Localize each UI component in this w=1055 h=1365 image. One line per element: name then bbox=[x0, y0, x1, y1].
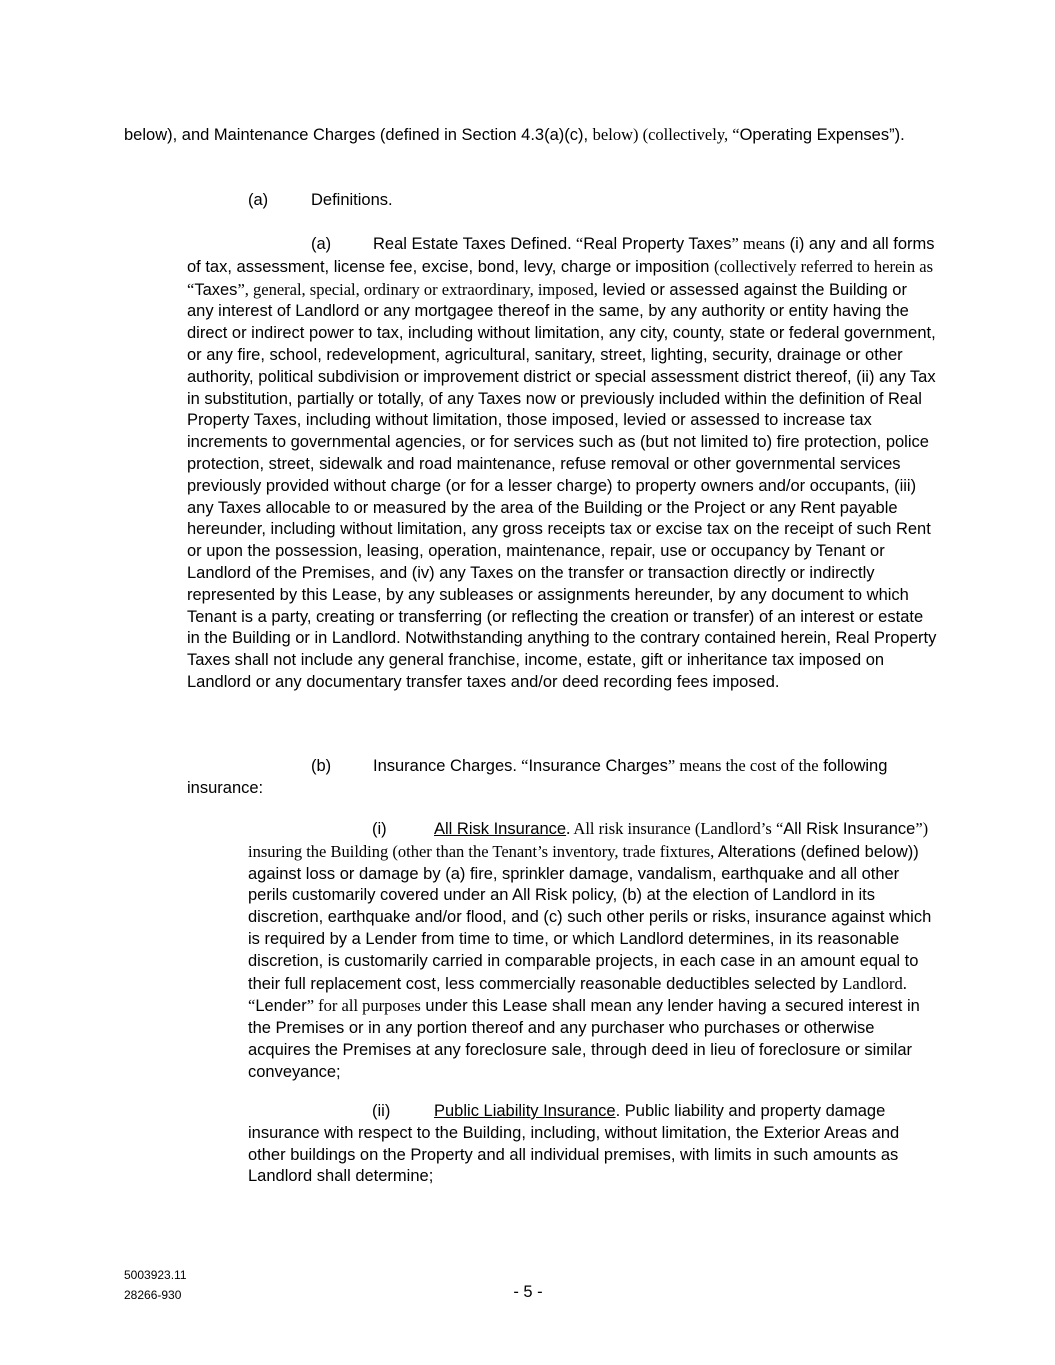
insurance-charges-paragraph bbox=[187, 755, 937, 800]
taxes-paren-rest: ”, general, special, ordinary or extraordinary, imposed, bbox=[237, 279, 598, 299]
all-risk-text-2: ”) insuring the Building (other than the Tenant’s inventory, trade fixtures, bbox=[248, 819, 929, 861]
insurance-charges-body: following insurance: bbox=[187, 757, 888, 797]
real-estate-taxes-body-2: levied or assessed against the Building or any interest of Landlord or any mortgagee thereof in the same, by any authority or entity having the direct or indirect power to tax, including without limitation, any city, county, state or federal government, or any fire, school, redevelopment, agricultural, sanitary, street, lighting, security, drainage or other authority, political subdivision or improvement district or special assessment district thereof, (ii) any Tax in substitution, partially or totally, of any Taxes now or previously included within the definition of Real Property Taxes, including without limitation, those imposed, levied or assessed to increase tax increments to governmental agencies, or for services such as (but not limited to) fire protection, police protection, street, sidewalk and road maintenance, refuse removal or other governmental services previously provided without charge (or for a lesser charge) to property owners and/or occupants, (iii) any Taxes allocable to or measured by the area of the Building or the Project or any Rent payable hereunder, including without limitation, any gross receipts tax or excise tax on the receipt of such Rent or upon the possession, leasing, operation, maintenance, repair, use or occupancy by Tenant or Landlord of the Premises, and (iv) any Taxes on the transfer or transaction directly or indirectly represented by this Lease, by any subleases or assignments hereunder, by any document to which Tenant is a party, creating or transferring (or reflecting the creation or transfer) of an interest or estate in the Building or in Landlord. Notwithstanding anything to the contrary contained herein, Real Property Taxes shall not include any general franchise, income, estate, gift or inheritance tax imposed on Landlord or any documentary transfer taxes and/or deed recording fees imposed. bbox=[187, 280, 937, 691]
all-risk-insurance-paragraph bbox=[248, 818, 938, 1084]
definitions-title: Definitions. bbox=[311, 191, 393, 209]
public-liability-heading: Public Liability Insurance bbox=[434, 1102, 616, 1120]
all-risk-label: (i) bbox=[372, 820, 387, 838]
insurance-charges-quote-close: ” means the cost of the bbox=[667, 756, 819, 775]
all-risk-landlord: Landlord. “ bbox=[248, 973, 907, 1016]
insurance-charges-quote-open: “ bbox=[517, 756, 529, 775]
real-property-taxes-term: Real Property Taxes bbox=[583, 235, 732, 253]
footer-document-number: 5003923.11 bbox=[124, 1268, 187, 1282]
definitions-label: (a) bbox=[248, 191, 269, 209]
intro-text-a: below), and Maintenance Charges (defined in Section 4.3(a)(c), bbox=[124, 126, 593, 144]
taxes-paren-open: (collectively referred to herein as “ bbox=[187, 256, 934, 299]
intro-paragraph bbox=[124, 124, 944, 147]
intro-text-c: ”). bbox=[889, 126, 905, 144]
all-risk-body-1: Alterations (defined below)) against loss or damage by (a) fire, sprinkler damage, vandalism, earthquake and all other perils customarily covered under an All Risk policy, (b) at the election of Landlord in its discretion, earthquake and/or flood, and (c) such other perils or risks, insurance against which is required by a Lender from time to time, or which Landlord determines, in its reasonable discretion, is customarily carried in comparable projects, in each case in an amount equal to their full replacement cost, less commercially reasonable deductibles selected by bbox=[248, 842, 932, 993]
taxes-term: Taxes bbox=[194, 280, 238, 299]
real-estate-taxes-quote-close: ” means bbox=[731, 234, 786, 253]
all-risk-insurance-term: All Risk Insurance bbox=[783, 820, 916, 838]
page-number: - 5 - bbox=[513, 1283, 543, 1301]
all-risk-text-1: . All risk insurance (Landlord’s “ bbox=[566, 819, 784, 838]
all-risk-body-2: under this Lease shall mean any lender having a secured interest in the Premises or in any portion thereof and any purchaser who purchases or otherwise acquires the Premises at any foreclosure sale, through deed in lieu of foreclosure or similar conveyance; bbox=[248, 997, 920, 1081]
real-estate-taxes-label: (a) bbox=[311, 235, 332, 253]
real-estate-taxes-body-1: (i) any and all forms of tax, assessment, license fee, excise, bond, levy, charge or imposition bbox=[187, 235, 935, 276]
footer-matter-number: 28266-930 bbox=[124, 1288, 182, 1302]
real-estate-taxes-quote-open: “ bbox=[571, 234, 584, 253]
public-liability-insurance-paragraph bbox=[248, 1101, 938, 1188]
public-liability-body: . Public liability and property damage insurance with respect to the Building, including, without limitation, the Exterior Areas and other buildings on the Property and all individual premises, with limits in such amounts as Landlord shall determine; bbox=[248, 1102, 900, 1186]
insurance-charges-label: (b) bbox=[311, 757, 332, 775]
all-risk-heading: All Risk Insurance bbox=[434, 820, 567, 838]
real-estate-taxes-heading: Real Estate Taxes Defined. bbox=[373, 235, 572, 253]
intro-text-b: below) (collectively, “ bbox=[592, 125, 740, 144]
real-estate-taxes-paragraph bbox=[187, 233, 937, 694]
all-risk-text-3: ” for all purposes bbox=[306, 996, 421, 1016]
insurance-charges-term: Insurance Charges bbox=[528, 757, 668, 775]
lender-term: Lender bbox=[255, 997, 307, 1016]
definitions-heading bbox=[124, 190, 944, 212]
insurance-charges-heading: Insurance Charges. bbox=[373, 757, 517, 775]
public-liability-label: (ii) bbox=[372, 1102, 391, 1120]
operating-expenses-term: Operating Expenses bbox=[739, 126, 890, 144]
